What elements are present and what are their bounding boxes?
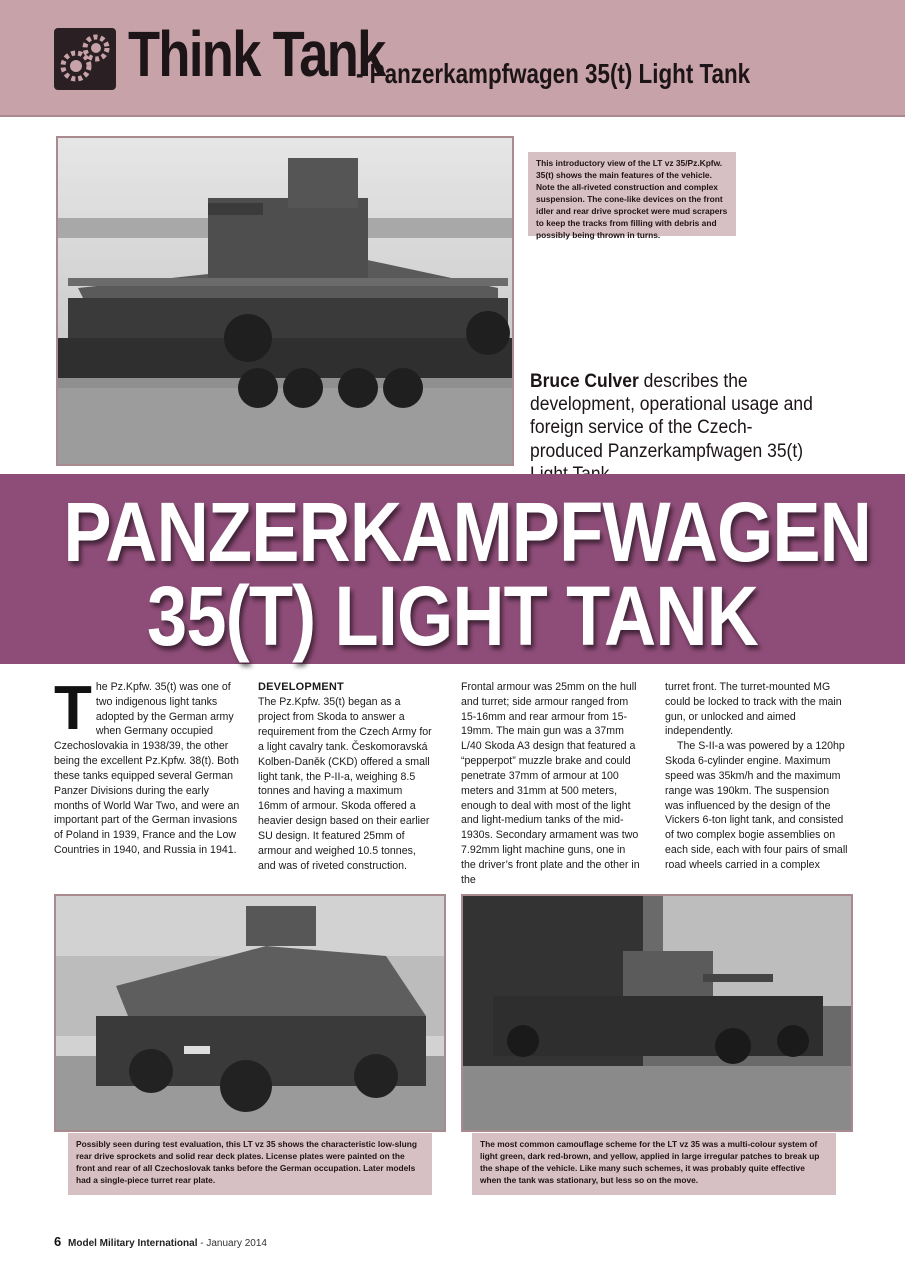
headline-line-2: 35(T) LIGHT TANK — [147, 569, 758, 663]
top-tank-photo — [56, 136, 514, 466]
body-column-4 — [665, 680, 849, 873]
column-4-text-b: The S-II-a was powered by a 120hp Skoda 6-cylinder engine. Maximum speed was 35km/h and the maximum range was 190km. The suspension was influenced by the design of the Vickers 6-ton light tank, and consisted of two complex bogie assemblies on each side, each with four pairs of small road wheels carried in a complex — [665, 740, 848, 871]
body-column-3 — [461, 680, 641, 888]
headline-line-1: PANZERKAMPFWAGEN — [63, 485, 871, 579]
magazine-name: Model Military International — [68, 1238, 198, 1249]
brand-title: Think Tank — [128, 18, 385, 90]
section-heading-development: DEVELOPMENT — [258, 681, 344, 693]
author-name: Bruce Culver — [530, 371, 639, 392]
brand-subtitle: - Panzerkampfwagen 35(t) Light Tank — [356, 58, 751, 89]
column-1-text: he Pz.Kpfw. 35(t) was one of two indigenous light tanks adopted by the German army when Germany occupied Czechoslovakia in 1938/39, the other being the excellent Pz.Kpfw. 38(t). Both these tanks equipped several German Panzer Divisions during the early months of World War Two, and were an important part of the German invasions of Poland in 1939, France and the Low Countries in 1940, and Russia in 1941. — [54, 681, 240, 857]
page-number: 6 — [54, 1234, 62, 1249]
column-2-text: The Pz.Kpfw. 35(t) began as a project from Skoda to answer a requirement from the Czech Army for a light cavalry tank. Českomoravská Kolben-Daněk (CKD) offered a small light tank, the P-II-a, weighing 8.5 tonnes and having a maximum 16mm of armour. Skoda offered a heavier design based on their earlier SU design. It featured 25mm of armour and weighed 10.5 tonnes, and was of riveted construction. — [258, 696, 432, 872]
intro-text: describes the development, operational usage and foreign service of the Czech-produced Panzerkampfwagen 35(t) — [530, 371, 813, 462]
column-3-text: Frontal armour was 25mm on the hull and turret; side armour ranged from 15-16mm and rear armour from 15-19mm. The main gun was a 37mm L/40 Skoda A3 design that featured a “pepperpot” muzzle brake and could penetrate 37mm of armour at 100 meters and 31mm at 500 meters, enough to deal with most of the light and light-medium tanks of the mid-1930s. Secondary armament was two 7.92mm light machine guns, one in the driver’s front plate and the other in the — [461, 681, 640, 886]
bottom-right-caption: The most common camouflage scheme for the LT vz 35 was a multi-colour system of light green, dark red-brown, and yellow, applied in large irregular patches to break up the shape of the vehicle. Like many such schemes, it was probably quite effective when the tank was stationary, but less so on the move. — [472, 1133, 836, 1195]
page-footer — [54, 1234, 267, 1249]
column-4-text-a: turret front. The turret-mounted MG could be locked to track with the main gun, or unlocked and aimed independently. — [665, 681, 842, 738]
body-column-1 — [54, 674, 240, 858]
intro-paragraph — [530, 370, 824, 486]
bottom-left-tank-photo — [54, 894, 446, 1132]
drop-cap: T — [54, 674, 92, 743]
bottom-left-caption: Possibly seen during test evaluation, this LT vz 35 shows the characteristic low-slung rear drive sprockets and solid rear deck plates. License plates were painted on the front and rear of all Czechoslovak tanks before the German occupation. Later models had a single-piece turret rear plate. — [68, 1133, 432, 1195]
bottom-right-tank-photo — [461, 894, 853, 1132]
body-column-2 — [258, 680, 434, 873]
top-photo-caption: This introductory view of the LT vz 35/Pz.Kpfw. 35(t) shows the main features of the vehicle. Note the all-riveted construction and complex suspension. The cone-like devices on the front idler and rear drive sprocket were mud scrapers to keep the tracks from filling with debris and possibly being thrown in turns. — [528, 152, 736, 236]
gears-logo-icon — [54, 28, 116, 90]
issue-date: - January 2014 — [200, 1238, 267, 1249]
